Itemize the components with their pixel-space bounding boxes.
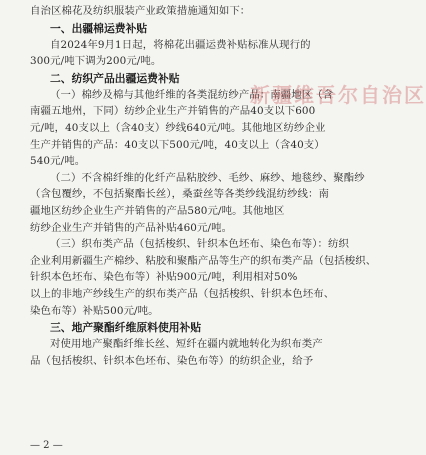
paragraph-line: （一）棉纱及棉与其他纤维的各类混纺纱产品：南疆地区（含 [50,88,334,101]
paragraph-line: 以上的非地产纱线生产的织布类产品（包括梭织、针织本色坯布、 [30,287,335,300]
paragraph-line: 染色布等）补贴500元/吨。 [30,304,159,317]
paragraph-line: 生产并销售的产品：40支以下500元/吨，40支以上（含40支） [30,138,325,151]
paragraph-line: 对使用地产聚酯纤维长丝、短纤在疆内就地转化为织布类产 [50,338,323,351]
paragraph-line: （含包覆纱，不包括聚酯长丝），桑蚕丝等各类纱线混纺纱线：南 [30,188,330,201]
paragraph-line: （三）织布类产品（包括梭织、针织本色坯布、染色布等）：纺织 [50,238,350,251]
paragraph-line: 元/吨，40支以上（含40支）纱线640元/吨。其他地区纺纱企业 [30,121,326,134]
paragraph-line: 南疆五地州，下同）纺纱企业生产并销售的产品40支以下600 [30,105,316,118]
page-number: — 2 — [30,440,63,451]
section-heading-1: 一、出疆棉运费补贴 [50,21,148,35]
section-heading-2: 二、纺织产品出疆运费补贴 [50,71,180,85]
paragraph-line: 300元/吨下调为200元/吨。 [30,55,162,68]
intro-line: 自治区棉花及纺织服装产业政策措施通知如下： [30,5,251,17]
paragraph-line: 疆地区纺纱企业生产并销售的产品580元/吨。其他地区 [30,204,285,217]
paragraph-line: 针织本色坯布、染色布等）补贴900元/吨，利用相对50% [30,271,298,284]
seal-stamp: 新疆维吾尔自治区 [250,83,426,107]
paragraph-line: 纺纱企业生产并销售的产品补贴460元/吨。 [30,221,233,234]
section-heading-3: 三、地产聚酯纤维原料使用补贴 [50,321,202,335]
paragraph-line: 540元/吨。 [30,155,86,168]
paragraph-line: 品（包括梭织、针织本色坯布、染色布等）的纺织企业，给予 [30,354,314,367]
paragraph-line: 企业利用新疆生产棉纱、粘胶和聚酯产品等生产的织布类产品（包括梭织、 [30,254,377,267]
paragraph-line: （二）不含棉纤维的化纤产品粘胶纱、毛纱、麻纱、地毯纱、聚酯纱 [50,171,365,184]
paragraph-line: 自2024年9月1日起，将棉花出疆运费补贴标准从现行的 [50,38,311,51]
